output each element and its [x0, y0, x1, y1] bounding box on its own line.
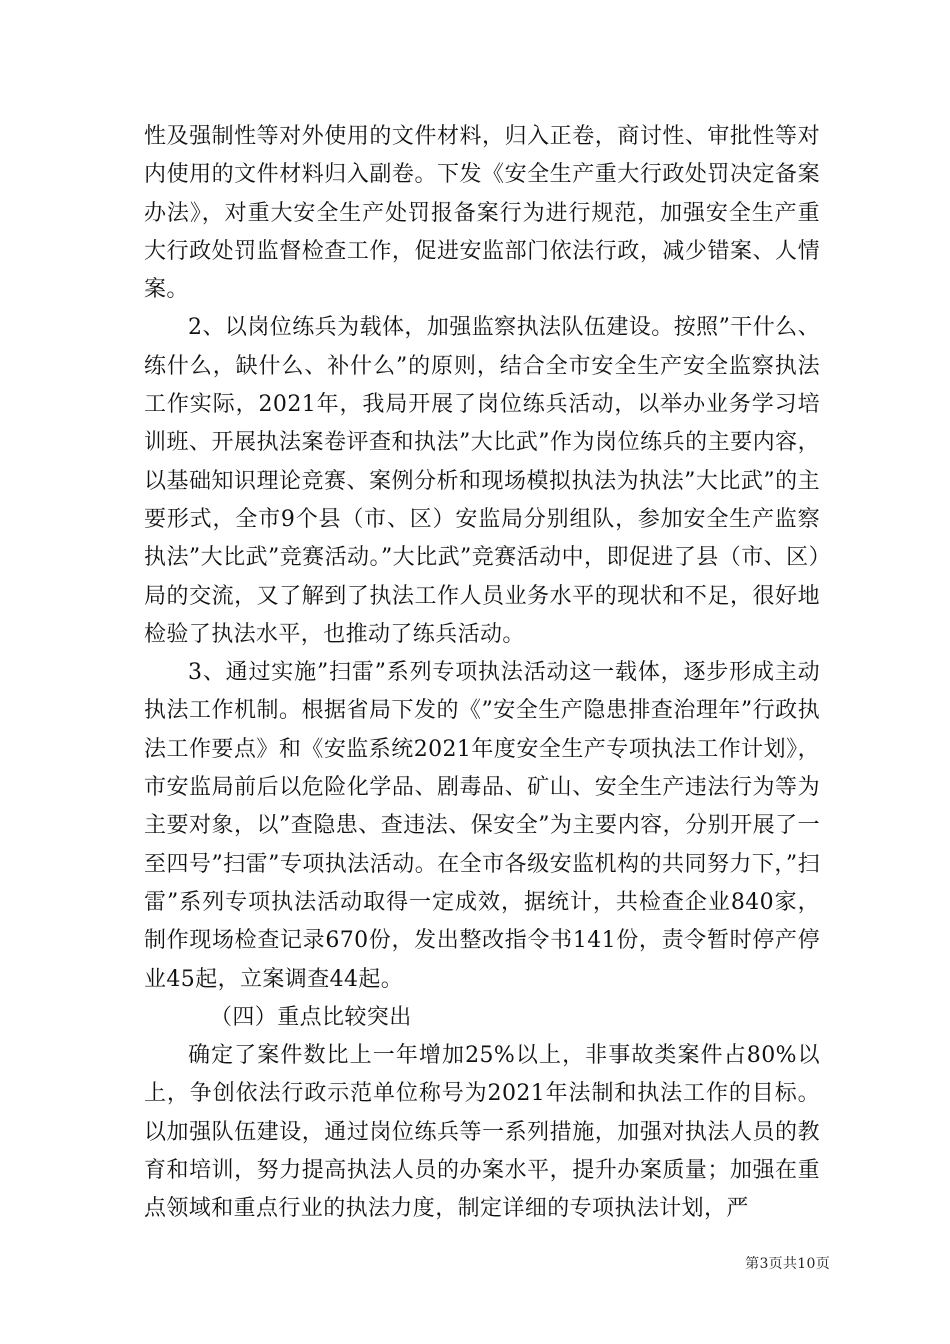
paragraph-section-body: 确定了案件数比上一年增加25%以上，非事故类案件占80%以上，争创依法行政示范单位称号为2021年法制和执法工作的目标。以加强队伍建设，通过岗位练兵等一系列措施，加强对执法人员的教育和培训，努力提高执法人员的办案水平，提升办案质量；加强在重点领域和重点行业的执法力度，制定详细的专项执法计划，严	[144, 1043, 820, 1222]
section-heading: （四）重点比较突出	[210, 1004, 412, 1030]
page-number-footer: 第3页共10页	[745, 1256, 830, 1272]
paragraph-continuation: 性及强制性等对外使用的文件材料，归入正卷，商讨性、审批性等对内使用的文件材料归入副卷。下发《安全生产重大行政处罚决定备案办法》，对重大安全生产处罚报备案行为进行规范，加强安全生产重大行政处罚监督检查工作，促进安监部门依法行政，减少错案、人情案。	[144, 124, 820, 303]
paragraph-item-3: 3、通过实施”扫雷”系列专项执法活动这一载体，逐步形成主动执法工作机制。根据省局下发的《”安全生产隐患排查治理年”行政执法工作要点》和《安监系统2021年度安全生产专项执法工作计划》，市安监局前后以危险化学品、剧毒品、矿山、安全生产违法行为等为主要对象，以”查隐患、查违法、保安全”为主要内容，分别开展了一至四号”扫雷”专项执法活动。在全市各级安监机构的共同努力下，”扫雷”系列专项执法活动取得一定成效，据统计，共检查企业840家，制作现场检查记录670份，发出整改指令书141份，责令暂时停产停业45起，立案调查44起。	[144, 660, 820, 992]
document-body	[144, 118, 820, 1229]
paragraph-item-2: 2、以岗位练兵为载体，加强监察执法队伍建设。按照”干什么、练什么，缺什么、补什么”的原则，结合全市安全生产安全监察执法工作实际，2021年，我局开展了岗位练兵活动，以举办业务学习培训班、开展执法案卷评查和执法”大比武”作为岗位练兵的主要内容，以基础知识理论竞赛、案例分析和现场模拟执法为执法”大比武”的主要形式，全市9个县（市、区）安监局分别组队，参加安全生产监察执法”大比武”竞赛活动。”大比武”竞赛活动中，即促进了县（市、区）局的交流，又了解到了执法工作人员业务水平的现状和不足，很好地检验了执法水平，也推动了练兵活动。	[144, 315, 820, 647]
